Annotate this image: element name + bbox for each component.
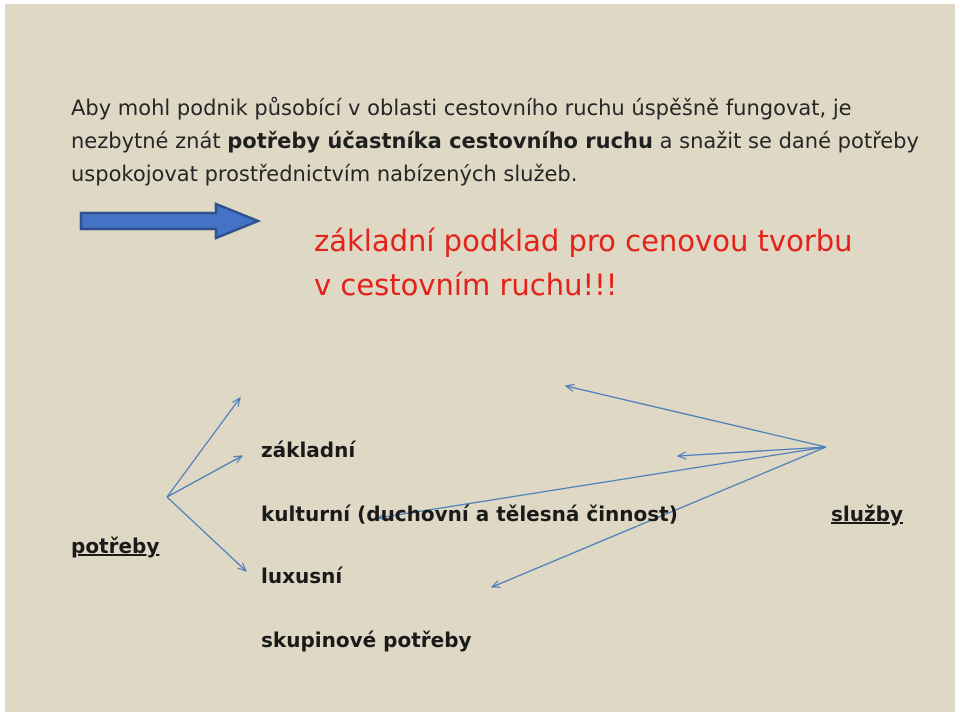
arrow-from-sluzby-1 bbox=[566, 386, 826, 447]
conclusion-line-1: základní podklad pro cenovou tvorbu bbox=[314, 224, 853, 258]
intro-text-1: Aby mohl podnik působící v oblasti cestovního ruchu úspěšně fungovat, je nezbytné znát bbox=[71, 96, 852, 153]
intro-bold-text: potřeby účastníka cestovního ruchu bbox=[227, 129, 653, 153]
conclusion-line-2: v cestovním ruchu!!! bbox=[314, 268, 618, 302]
arrow-to-luxusni bbox=[167, 497, 246, 571]
potreby-label: potřeby bbox=[71, 534, 160, 558]
arrow-to-kulturni bbox=[167, 456, 242, 497]
need-kulturni: kulturní (duchovní a tělesná činnost) bbox=[261, 502, 678, 526]
need-skupinove: skupinové potřeby bbox=[261, 628, 472, 652]
sluzby-label: služby bbox=[831, 502, 903, 526]
need-luxusni: luxusní bbox=[261, 564, 343, 588]
need-zakladni: základní bbox=[261, 438, 356, 462]
intro-text-2: a snažit se dané potřeby uspokojovat prostřednictvím nabízených služeb. bbox=[71, 129, 919, 186]
arrow-from-sluzby-2 bbox=[678, 447, 826, 456]
arrow-to-zakladni bbox=[167, 398, 240, 497]
